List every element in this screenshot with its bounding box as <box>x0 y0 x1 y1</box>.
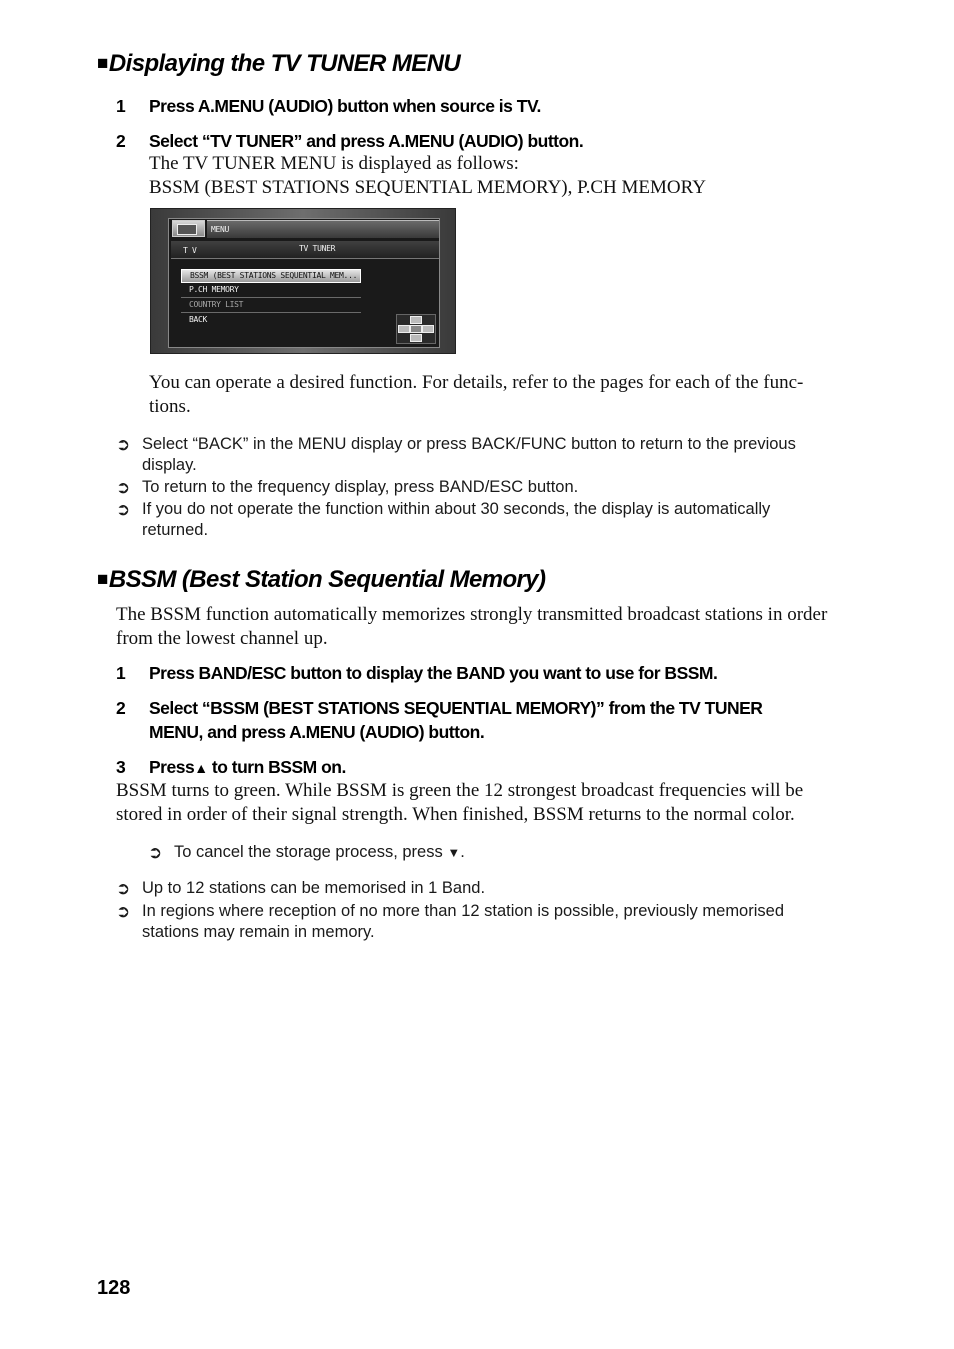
note-arrow-icon: ➲ <box>116 435 131 454</box>
note-arrow-icon: ➲ <box>116 902 131 921</box>
body-line: stored in order of their signal strength. When finished, BSSM returns to the normal color. <box>116 804 795 825</box>
heading-marker-icon: ■ <box>97 53 108 74</box>
after-screen-paragraph <box>149 371 803 419</box>
step-number: 2 <box>116 698 126 718</box>
note-cancel-storage <box>148 842 465 863</box>
note-line: In regions where reception of no more than 12 station is possible, previously memorised <box>142 902 785 920</box>
note-arrow-icon: ➲ <box>116 500 131 519</box>
step-text: to turn BSSM on. <box>207 757 346 777</box>
note-12-stations <box>116 878 485 899</box>
section-heading-tv-tuner-menu <box>97 50 460 78</box>
note-arrow-icon: ➲ <box>116 478 131 497</box>
page-number: 128 <box>97 1277 131 1299</box>
step-text: Press <box>149 757 195 777</box>
dpad-right-icon <box>422 325 434 333</box>
menu-item-back[interactable] <box>181 314 361 328</box>
heading-text: Displaying the TV TUNER MENU <box>108 50 461 77</box>
step-number: 3 <box>116 757 126 777</box>
tv-tuner-menu-screenshot <box>150 208 456 354</box>
menu-item-label: BSSM (BEST STATIONS SEQUENTIAL MEM... <box>190 271 358 280</box>
bssm-step-2 <box>116 696 763 744</box>
note-line: stations may remain in memory. <box>142 923 375 941</box>
dpad-down-icon <box>410 334 422 342</box>
note-timeout <box>116 499 770 541</box>
menu-item-country-list[interactable] <box>181 299 361 313</box>
dpad-left-icon <box>398 325 410 333</box>
step-number: 1 <box>116 96 126 116</box>
step-2-body <box>149 152 706 200</box>
step-text: Select “TV TUNER” and press A.MENU (AUDIO) button. <box>149 131 584 151</box>
dpad-center-icon <box>410 325 422 333</box>
note-regions <box>116 901 784 943</box>
body-line: The BSSM function automatically memorizes strongly transmitted broadcast stations in order <box>116 604 828 625</box>
note-arrow-icon: ➲ <box>148 843 163 862</box>
menu-item-label: BACK <box>189 315 208 324</box>
body-line: BSSM (BEST STATIONS SEQUENTIAL MEMORY), P.CH MEMORY <box>149 177 706 198</box>
note-text: . <box>460 843 465 861</box>
body-line: You can operate a desired function. For details, refer to the pages for each of the func- <box>149 372 804 393</box>
menu-item-bssm[interactable] <box>181 269 361 283</box>
menu-item-label: COUNTRY LIST <box>189 300 244 309</box>
bssm-step-3 <box>116 755 346 780</box>
down-triangle-icon: ▼ <box>447 845 461 860</box>
joystick-icon <box>396 314 436 344</box>
step-number: 2 <box>116 131 126 151</box>
dpad-up-icon <box>410 316 422 324</box>
up-triangle-icon: ▲ <box>194 760 208 776</box>
heading-text: BSSM (Best Station Sequential Memory) <box>108 566 546 593</box>
menu-bar <box>207 220 439 238</box>
screen-title: TV TUNER <box>299 244 336 253</box>
step-1 <box>116 94 541 118</box>
menu-item-pch-memory[interactable] <box>181 284 361 298</box>
tv-icon <box>172 220 205 237</box>
note-line: If you do not operate the function within about 30 seconds, the display is automatically <box>142 500 771 518</box>
note-arrow-icon: ➲ <box>116 879 131 898</box>
step-2 <box>116 129 584 153</box>
note-frequency-display <box>116 477 578 498</box>
step-text-line: MENU, and press A.MENU (AUDIO) button. <box>149 722 485 742</box>
body-line: BSSM turns to green. While BSSM is green the 12 strongest broadcast frequencies will be <box>116 780 804 801</box>
note-back <box>116 434 796 476</box>
body-line: The TV TUNER MENU is displayed as follows: <box>149 153 519 174</box>
note-text: To cancel the storage process, press <box>174 843 448 861</box>
menu-item-label: P.CH MEMORY <box>189 285 239 294</box>
bssm-step-3-body <box>116 779 803 827</box>
menu-label: MENU <box>211 225 230 234</box>
step-text: Press BAND/ESC button to display the BAND you want to use for BSSM. <box>149 663 718 683</box>
screen-title-bar <box>171 241 439 259</box>
source-label: T V <box>183 246 197 255</box>
body-line: tions. <box>149 396 191 417</box>
note-line: Up to 12 stations can be memorised in 1 Band. <box>142 879 486 897</box>
note-line: display. <box>142 456 197 474</box>
note-line: To return to the frequency display, press BAND/ESC button. <box>142 478 579 496</box>
section-heading-bssm <box>97 566 545 594</box>
heading-marker-icon: ■ <box>97 569 108 590</box>
step-number: 1 <box>116 663 126 683</box>
note-line: returned. <box>142 521 209 539</box>
bssm-step-1 <box>116 661 718 685</box>
bssm-intro-paragraph <box>116 603 827 651</box>
note-line: Select “BACK” in the MENU display or press BACK/FUNC button to return to the previous <box>142 435 796 453</box>
body-line: from the lowest channel up. <box>116 628 328 649</box>
step-text: Press A.MENU (AUDIO) button when source is TV. <box>149 96 541 116</box>
screen-inner <box>168 218 440 348</box>
step-text-line: Select “BSSM (BEST STATIONS SEQUENTIAL MEMORY)” from the TV TUNER <box>149 698 763 718</box>
